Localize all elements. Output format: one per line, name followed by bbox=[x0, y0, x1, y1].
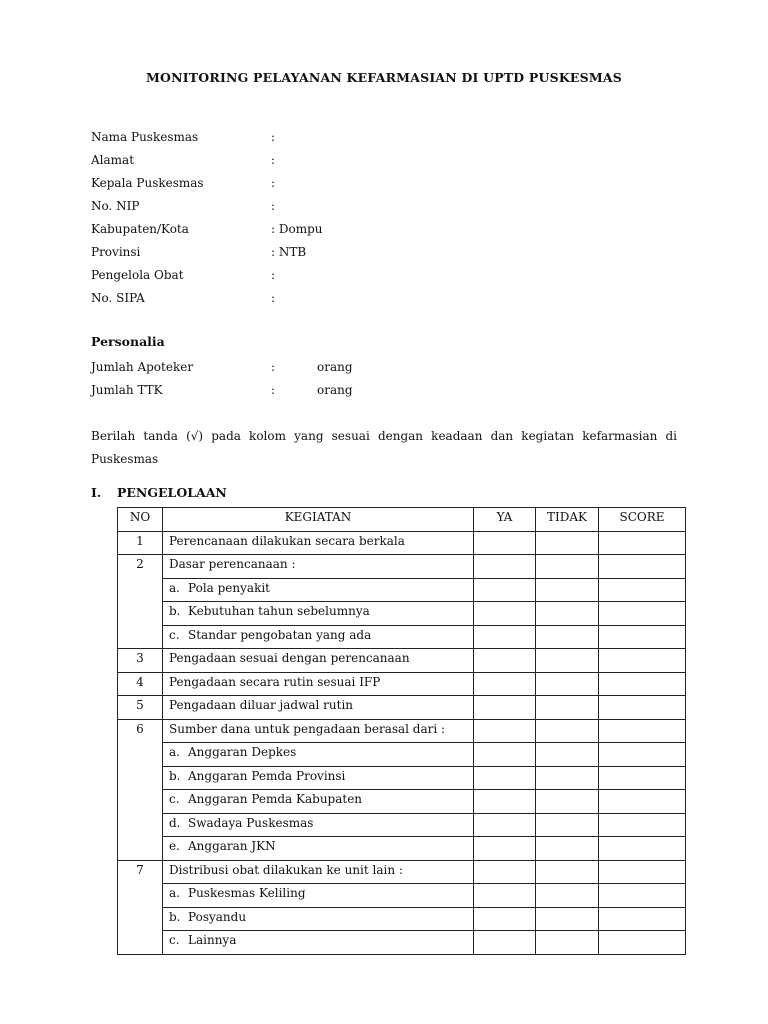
cell-ya[interactable] bbox=[474, 907, 536, 931]
header-kegiatan: KEGIATAN bbox=[163, 508, 474, 532]
table-row bbox=[118, 743, 686, 767]
cell-tidak[interactable] bbox=[536, 813, 599, 837]
cell-kegiatan bbox=[163, 931, 474, 955]
cell-score[interactable] bbox=[599, 837, 686, 861]
sub-item-letter: e. bbox=[169, 839, 180, 853]
cell-tidak[interactable] bbox=[536, 555, 599, 579]
sub-item-letter: a. bbox=[169, 745, 180, 759]
table-header-row bbox=[118, 508, 686, 532]
cell-ya[interactable] bbox=[474, 813, 536, 837]
cell-score[interactable] bbox=[599, 907, 686, 931]
cell-kegiatan bbox=[163, 837, 474, 861]
document-title: MONITORING PELAYANAN KEFARMASIAN DI UPTD PUSKESMAS bbox=[145, 70, 623, 85]
activity-text: Pengadaan diluar jadwal rutin bbox=[169, 698, 354, 712]
activity-text: Pola penyakit bbox=[188, 580, 270, 595]
table-row bbox=[118, 931, 686, 955]
cell-kegiatan bbox=[163, 766, 474, 790]
cell-no bbox=[118, 766, 163, 790]
table-row bbox=[118, 649, 686, 673]
activity-text: Dasar perencanaan : bbox=[169, 557, 296, 571]
activity-text: Standar pengobatan yang ada bbox=[188, 627, 372, 642]
table-row bbox=[118, 790, 686, 814]
cell-kegiatan bbox=[163, 625, 474, 649]
cell-score[interactable] bbox=[599, 813, 686, 837]
table-row bbox=[118, 531, 686, 555]
activity-text: Posyandu bbox=[188, 909, 247, 924]
cell-tidak[interactable] bbox=[536, 743, 599, 767]
cell-no: 6 bbox=[118, 719, 163, 743]
activity-text: Pengadaan secara rutin sesuai IFP bbox=[169, 674, 381, 689]
activity-text: Anggaran Pemda Kabupaten bbox=[188, 792, 363, 806]
cell-ya[interactable] bbox=[474, 719, 536, 743]
cell-score[interactable] bbox=[599, 766, 686, 790]
header-ya: YA bbox=[474, 508, 536, 532]
cell-ya[interactable] bbox=[474, 837, 536, 861]
sub-item-letter: c. bbox=[169, 627, 180, 642]
cell-kegiatan bbox=[163, 531, 474, 555]
cell-kegiatan bbox=[163, 907, 474, 931]
cell-tidak[interactable] bbox=[536, 837, 599, 861]
cell-kegiatan bbox=[163, 696, 474, 720]
table-body bbox=[118, 531, 686, 954]
cell-ya[interactable] bbox=[474, 931, 536, 955]
cell-no bbox=[118, 743, 163, 767]
table-row bbox=[118, 813, 686, 837]
field-label: Alamat bbox=[91, 153, 135, 167]
field-label: Kepala Puskesmas bbox=[91, 176, 204, 190]
field-label: Provinsi bbox=[91, 245, 141, 259]
field-value: : Dompu bbox=[271, 222, 323, 236]
checklist-table bbox=[117, 507, 686, 955]
field-label: No. NIP bbox=[91, 199, 140, 213]
sub-item-letter: c. bbox=[169, 933, 180, 947]
activity-text: Anggaran Depkes bbox=[188, 745, 297, 759]
sub-item-letter: a. bbox=[169, 580, 180, 595]
section-heading bbox=[91, 485, 227, 500]
field-value: : bbox=[271, 199, 276, 213]
activity-text: Anggaran JKN bbox=[188, 839, 276, 853]
cell-ya[interactable] bbox=[474, 672, 536, 696]
cell-no bbox=[118, 837, 163, 861]
field-value: : bbox=[271, 130, 276, 144]
personalia-label: Jumlah Apoteker bbox=[91, 360, 194, 374]
cell-score[interactable] bbox=[599, 860, 686, 884]
cell-no bbox=[118, 884, 163, 908]
table-row bbox=[118, 578, 686, 602]
cell-ya[interactable] bbox=[474, 649, 536, 673]
cell-tidak[interactable] bbox=[536, 649, 599, 673]
cell-score[interactable] bbox=[599, 719, 686, 743]
cell-kegiatan bbox=[163, 602, 474, 626]
table-row bbox=[118, 555, 686, 579]
field-value: : bbox=[271, 176, 276, 190]
cell-no bbox=[118, 578, 163, 602]
cell-no: 1 bbox=[118, 531, 163, 555]
cell-no bbox=[118, 625, 163, 649]
cell-tidak[interactable] bbox=[536, 602, 599, 626]
cell-no bbox=[118, 931, 163, 955]
field-value: : bbox=[271, 153, 276, 167]
cell-tidak[interactable] bbox=[536, 625, 599, 649]
table-row bbox=[118, 884, 686, 908]
personalia-colon: : bbox=[271, 383, 276, 397]
cell-score[interactable] bbox=[599, 696, 686, 720]
cell-tidak[interactable] bbox=[536, 578, 599, 602]
table-row bbox=[118, 602, 686, 626]
cell-score[interactable] bbox=[599, 743, 686, 767]
header-score: SCORE bbox=[599, 508, 686, 532]
sub-item-letter: d. bbox=[169, 815, 181, 830]
cell-score[interactable] bbox=[599, 931, 686, 955]
cell-no: 5 bbox=[118, 696, 163, 720]
table-row bbox=[118, 625, 686, 649]
section-number: I. bbox=[91, 485, 102, 500]
table-row bbox=[118, 907, 686, 931]
field-value: : NTB bbox=[271, 245, 307, 259]
cell-ya[interactable] bbox=[474, 696, 536, 720]
personalia-label: Jumlah TTK bbox=[91, 383, 163, 397]
cell-score[interactable] bbox=[599, 625, 686, 649]
table-row bbox=[118, 672, 686, 696]
cell-no bbox=[118, 907, 163, 931]
personalia-heading: Personalia bbox=[91, 334, 165, 349]
activity-text: Swadaya Puskesmas bbox=[188, 815, 314, 830]
cell-kegiatan bbox=[163, 672, 474, 696]
cell-no bbox=[118, 790, 163, 814]
cell-kegiatan bbox=[163, 813, 474, 837]
cell-score[interactable] bbox=[599, 531, 686, 555]
sub-item-letter: a. bbox=[169, 886, 180, 900]
sub-item-letter: c. bbox=[169, 792, 180, 806]
cell-no: 2 bbox=[118, 555, 163, 579]
cell-kegiatan bbox=[163, 790, 474, 814]
field-label: Pengelola Obat bbox=[91, 268, 184, 282]
cell-kegiatan bbox=[163, 743, 474, 767]
cell-ya[interactable] bbox=[474, 625, 536, 649]
field-label: Kabupaten/Kota bbox=[91, 222, 189, 236]
cell-score[interactable] bbox=[599, 578, 686, 602]
cell-no: 3 bbox=[118, 649, 163, 673]
table-row bbox=[118, 696, 686, 720]
sub-item-letter: b. bbox=[169, 909, 181, 924]
cell-ya[interactable] bbox=[474, 555, 536, 579]
table-row bbox=[118, 860, 686, 884]
table-row bbox=[118, 719, 686, 743]
cell-no: 7 bbox=[118, 860, 163, 884]
cell-ya[interactable] bbox=[474, 790, 536, 814]
section-title: PENGELOLAAN bbox=[117, 485, 227, 500]
cell-kegiatan bbox=[163, 555, 474, 579]
header-no: NO bbox=[118, 508, 163, 532]
cell-score[interactable] bbox=[599, 790, 686, 814]
activity-text: Lainnya bbox=[188, 933, 237, 947]
cell-ya[interactable] bbox=[474, 884, 536, 908]
cell-tidak[interactable] bbox=[536, 531, 599, 555]
cell-tidak[interactable] bbox=[536, 907, 599, 931]
cell-ya[interactable] bbox=[474, 531, 536, 555]
cell-ya[interactable] bbox=[474, 578, 536, 602]
field-label: Nama Puskesmas bbox=[91, 130, 199, 144]
cell-kegiatan bbox=[163, 719, 474, 743]
cell-ya[interactable] bbox=[474, 860, 536, 884]
activity-text: Pengadaan sesuai dengan perencanaan bbox=[169, 651, 410, 665]
instruction-text: Berilah tanda (√) pada kolom yang sesuai dengan keadaan dan kegiatan kefarmasian di Puskesmas bbox=[91, 429, 677, 466]
cell-kegiatan bbox=[163, 860, 474, 884]
table-row bbox=[118, 766, 686, 790]
cell-score[interactable] bbox=[599, 884, 686, 908]
personalia-unit: orang bbox=[317, 383, 353, 397]
sub-item-letter: b. bbox=[169, 604, 181, 618]
cell-tidak[interactable] bbox=[536, 719, 599, 743]
cell-tidak[interactable] bbox=[536, 884, 599, 908]
cell-score[interactable] bbox=[599, 672, 686, 696]
activity-text: Anggaran Pemda Provinsi bbox=[188, 768, 346, 783]
header-tidak: TIDAK bbox=[536, 508, 599, 532]
sub-item-letter: b. bbox=[169, 768, 181, 783]
cell-score[interactable] bbox=[599, 555, 686, 579]
cell-no: 4 bbox=[118, 672, 163, 696]
cell-tidak[interactable] bbox=[536, 696, 599, 720]
activity-text: Distribusi obat dilakukan ke unit lain : bbox=[169, 862, 403, 877]
cell-tidak[interactable] bbox=[536, 860, 599, 884]
cell-score[interactable] bbox=[599, 602, 686, 626]
field-value: : bbox=[271, 268, 276, 282]
cell-tidak[interactable] bbox=[536, 790, 599, 814]
cell-ya[interactable] bbox=[474, 743, 536, 767]
cell-kegiatan bbox=[163, 649, 474, 673]
personalia-colon: : bbox=[271, 360, 276, 374]
cell-no bbox=[118, 813, 163, 837]
cell-ya[interactable] bbox=[474, 602, 536, 626]
table-row bbox=[118, 837, 686, 861]
field-value: : bbox=[271, 291, 276, 305]
cell-kegiatan bbox=[163, 578, 474, 602]
cell-tidak[interactable] bbox=[536, 672, 599, 696]
field-label: No. SIPA bbox=[91, 291, 145, 305]
cell-ya[interactable] bbox=[474, 766, 536, 790]
activity-text: Perencanaan dilakukan secara berkala bbox=[169, 533, 405, 548]
activity-text: Puskesmas Keliling bbox=[188, 886, 306, 900]
activity-text: Sumber dana untuk pengadaan berasal dari : bbox=[169, 721, 446, 736]
cell-tidak[interactable] bbox=[536, 766, 599, 790]
cell-no bbox=[118, 602, 163, 626]
activity-text: Kebutuhan tahun sebelumnya bbox=[188, 604, 370, 618]
cell-kegiatan bbox=[163, 884, 474, 908]
cell-score[interactable] bbox=[599, 649, 686, 673]
cell-tidak[interactable] bbox=[536, 931, 599, 955]
personalia-unit: orang bbox=[317, 360, 353, 374]
